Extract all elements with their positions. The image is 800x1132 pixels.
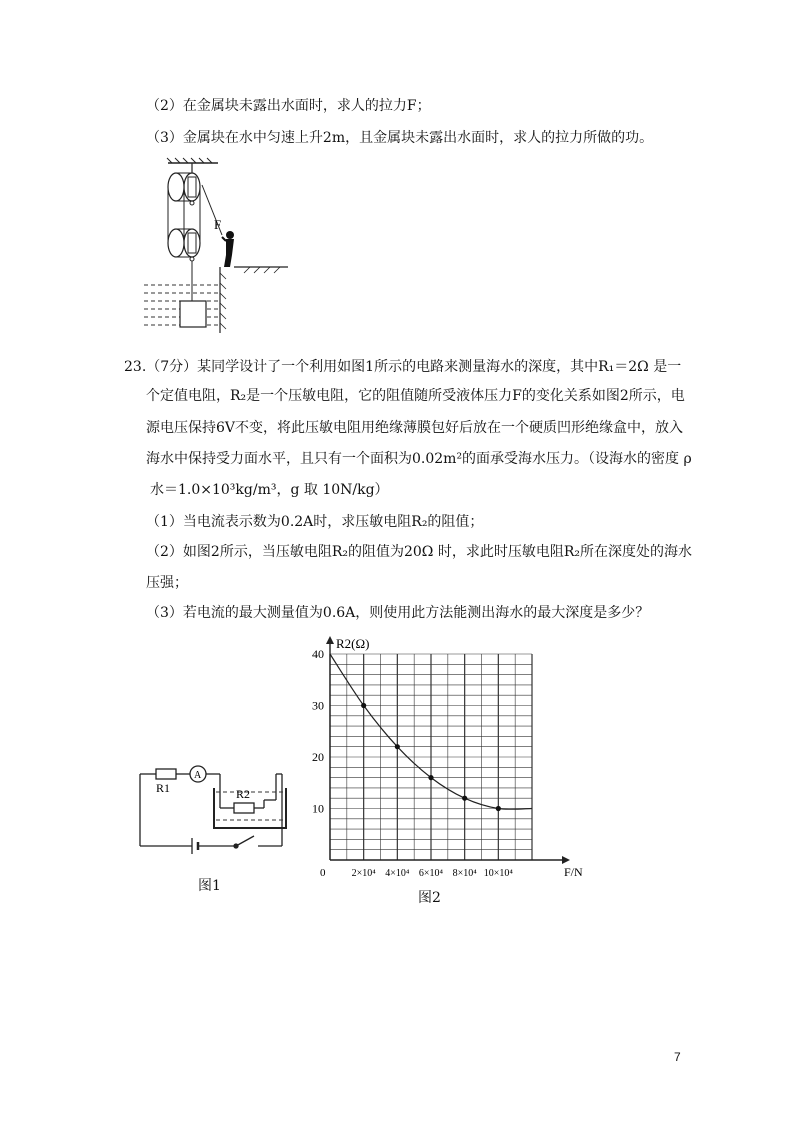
- chart-grid: [330, 654, 532, 860]
- x-tick-label: 10×10⁴: [483, 868, 513, 879]
- force-label: F: [214, 217, 222, 232]
- data-point: [395, 744, 400, 749]
- ammeter-label: A: [194, 770, 202, 781]
- y-tick-label: 20: [312, 750, 324, 764]
- data-point: [361, 703, 366, 708]
- x-axis-label: F/N: [564, 865, 583, 879]
- q23-intro-line2: 个定值电阻，R₂是一个压敏电阻，它的阻值随所受液体压力F的变化关系如图2所示，电: [146, 388, 685, 404]
- label-r2: R2: [236, 787, 251, 801]
- y-tick-labels: [312, 647, 324, 816]
- q23-part2-line1: （2）如图2所示，当压敏电阻R₂的阻值为20Ω 时，求此时压敏电阻R₂所在深度处的海水: [146, 544, 692, 560]
- q23-intro-line5: 水＝1.0×10³kg/m³，g 取 10N/kg）: [150, 482, 389, 498]
- x-axis-arrow: [562, 856, 570, 864]
- x-tick-labels: [352, 868, 514, 879]
- person-icon: [222, 231, 234, 267]
- y-axis-label: R2(Ω): [336, 636, 370, 651]
- q22-part3: （3）金属块在水中匀速上升2m，且金属块未露出水面时，求人的拉力所做的功。: [146, 130, 654, 146]
- origin-label: 0: [320, 867, 326, 879]
- x-tick-label: 2×10⁴: [351, 868, 376, 879]
- figure1-caption: 图1: [198, 878, 221, 894]
- q23-intro-line3: 源电压保持6V不变，将此压敏电阻用绝缘薄膜包好后放在一个硬质凹形绝缘盒中，放入: [146, 420, 684, 436]
- y-tick-label: 40: [312, 647, 324, 661]
- y-axis-arrow: [326, 636, 334, 644]
- q23-part2-line2: 压强；: [146, 575, 188, 591]
- x-tick-label: 8×10⁴: [452, 868, 477, 879]
- x-tick-label: 6×10⁴: [418, 868, 444, 879]
- q23-intro-line4: 海水中保持受力面水平，且只有一个面积为0.02m²的面承受海水压力。（设海水的密度 ρ: [146, 451, 692, 467]
- x-tick-label: 4×10⁴: [385, 868, 410, 879]
- data-point: [462, 796, 467, 801]
- q22-part2: （2）在金属块未露出水面时，求人的拉力F；: [146, 98, 431, 114]
- q23-intro-line1: 23.（7分）某同学设计了一个利用如图1所示的电路来测量海水的深度，其中R₁＝2Ω 是一: [124, 359, 682, 375]
- y-tick-label: 10: [312, 801, 324, 816]
- data-point: [496, 806, 501, 811]
- resistor-r2: [234, 803, 254, 813]
- figure2-caption: 图2: [418, 890, 441, 906]
- resistance-force-chart: [306, 630, 596, 905]
- label-r1: R1: [156, 781, 171, 795]
- q23-part1: （1）当电流表示数为0.2A时，求压敏电阻R₂的阻值；: [146, 514, 484, 530]
- metal-block: [180, 301, 206, 327]
- resistor-r1: [156, 769, 176, 779]
- pulley-figure: [140, 155, 310, 335]
- page-number: 7: [674, 1050, 681, 1064]
- data-point: [428, 775, 433, 780]
- circuit-figure: [136, 762, 296, 892]
- q23-part3: （3）若电流的最大测量值为0.6A，则使用此方法能测出海水的最大深度是多少？: [146, 605, 650, 621]
- y-tick-label: 30: [312, 698, 324, 713]
